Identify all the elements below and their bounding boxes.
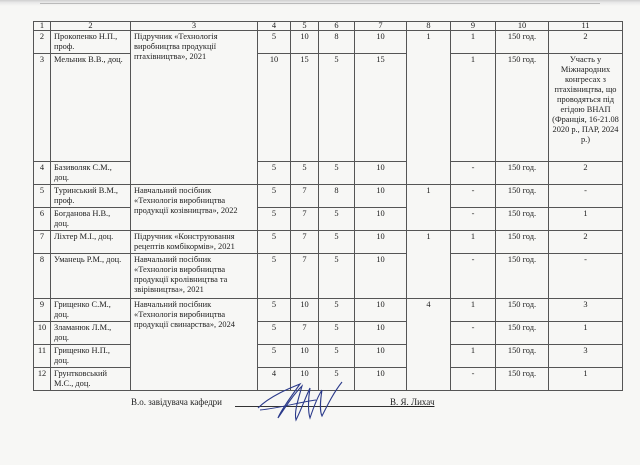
handwritten-signature-icon bbox=[250, 378, 350, 433]
header-cell: 4 bbox=[258, 22, 291, 31]
publication: Підручник «Технологія виробництва продукції птахівництва», 2021 bbox=[131, 31, 258, 185]
header-cell: 11 bbox=[549, 22, 623, 31]
row-number: 10 bbox=[34, 322, 51, 345]
cell-c4: 5 bbox=[258, 345, 291, 368]
staff-name: Мельник В.В., доц. bbox=[51, 54, 131, 162]
cell-c4: 5 bbox=[258, 185, 291, 208]
table-row bbox=[34, 299, 623, 322]
cell-c4: 5 bbox=[258, 208, 291, 231]
cell-c11: 1 bbox=[549, 368, 623, 391]
cell-c11: 2 bbox=[549, 31, 623, 54]
cell-c9: 1 bbox=[451, 299, 496, 322]
table-row bbox=[34, 162, 623, 185]
cell-c7: 10 bbox=[355, 345, 407, 368]
cell-c9: - bbox=[451, 254, 496, 299]
cell-c6: 5 bbox=[319, 254, 355, 299]
cell-c6: 5 bbox=[319, 208, 355, 231]
row-number: 3 bbox=[34, 54, 51, 162]
cell-c7: 10 bbox=[355, 231, 407, 254]
cell-c11: 3 bbox=[549, 345, 623, 368]
signatory-position: В.о. завідувача кафедри bbox=[131, 397, 223, 407]
cell-c9: - bbox=[451, 322, 496, 345]
header-cell: 3 bbox=[131, 22, 258, 31]
cell-c10: 150 год. bbox=[496, 54, 549, 162]
staff-name: Грищенко Н.П., доц. bbox=[51, 345, 131, 368]
cell-c6: 5 bbox=[319, 299, 355, 322]
cell-c5: 7 bbox=[291, 254, 319, 299]
cell-c6: 5 bbox=[319, 368, 355, 391]
cell-c4: 4 bbox=[258, 368, 291, 391]
cell-c4: 10 bbox=[258, 54, 291, 162]
cell-c5: 7 bbox=[291, 322, 319, 345]
cell-c8: 1 bbox=[407, 31, 451, 185]
cell-c4: 5 bbox=[258, 254, 291, 299]
cell-c11: 3 bbox=[549, 299, 623, 322]
header-cell: 7 bbox=[355, 22, 407, 31]
publication: Навчальний посібник «Технологія виробництва продукції кролівництва та звірівництва», 2021 bbox=[131, 254, 258, 299]
cell-c11: - bbox=[549, 185, 623, 208]
cell-c9: - bbox=[451, 185, 496, 208]
cell-c9: - bbox=[451, 162, 496, 185]
cell-c10: 150 год. bbox=[496, 31, 549, 54]
header-cell: 9 bbox=[451, 22, 496, 31]
header-cell: 1 bbox=[34, 22, 51, 31]
table-row bbox=[34, 254, 623, 299]
cell-c5: 7 bbox=[291, 185, 319, 208]
cell-c11: Участь у Міжнародних конгресах з птахівництва, що проводяться під егідою ВНАП (Франція, 16-21.08 2020 р., ПАР, 2024 р.) bbox=[549, 54, 623, 162]
cell-c7: 10 bbox=[355, 254, 407, 299]
table-row bbox=[34, 345, 623, 368]
cell-c6: 5 bbox=[319, 162, 355, 185]
cell-c10: 150 год. bbox=[496, 208, 549, 231]
cell-c10: 150 год. bbox=[496, 345, 549, 368]
cell-c8: 1 bbox=[407, 185, 451, 231]
cell-c5: 10 bbox=[291, 299, 319, 322]
cell-c7: 10 bbox=[355, 185, 407, 208]
header-cell: 8 bbox=[407, 22, 451, 31]
cell-c8: 4 bbox=[407, 299, 451, 391]
cell-c8: 1 bbox=[407, 231, 451, 299]
cell-c7: 10 bbox=[355, 208, 407, 231]
cell-c5: 10 bbox=[291, 345, 319, 368]
publication: Навчальний посібник «Технологія виробництва продукції свинарства», 2024 bbox=[131, 299, 258, 391]
staff-name: Грунтковський М.С., доц. bbox=[51, 368, 131, 391]
table-row bbox=[34, 31, 623, 54]
header-cell: 10 bbox=[496, 22, 549, 31]
cell-c6: 5 bbox=[319, 54, 355, 162]
cell-c6: 8 bbox=[319, 31, 355, 54]
row-number: 4 bbox=[34, 162, 51, 185]
cell-c4: 5 bbox=[258, 162, 291, 185]
cell-c11: 2 bbox=[549, 162, 623, 185]
cell-c10: 150 год. bbox=[496, 162, 549, 185]
table-row bbox=[34, 208, 623, 231]
cell-c10: 150 год. bbox=[496, 368, 549, 391]
row-number: 5 bbox=[34, 185, 51, 208]
staff-name: Грищенко С.М., доц. bbox=[51, 299, 131, 322]
staff-name: Базиволяк С.М., доц. bbox=[51, 162, 131, 185]
row-number: 6 bbox=[34, 208, 51, 231]
row-number: 12 bbox=[34, 368, 51, 391]
staff-name: Зламанюк Л.М., доц. bbox=[51, 322, 131, 345]
row-number: 9 bbox=[34, 299, 51, 322]
cell-c7: 15 bbox=[355, 54, 407, 162]
row-number: 7 bbox=[34, 231, 51, 254]
cell-c9: - bbox=[451, 208, 496, 231]
scan-edge-line bbox=[40, 3, 600, 4]
cell-c7: 10 bbox=[355, 31, 407, 54]
staff-name: Туринський В.М., проф. bbox=[51, 185, 131, 208]
header-cell: 5 bbox=[291, 22, 319, 31]
cell-c5: 7 bbox=[291, 208, 319, 231]
cell-c7: 10 bbox=[355, 322, 407, 345]
row-number: 2 bbox=[34, 31, 51, 54]
cell-c11: 1 bbox=[549, 208, 623, 231]
cell-c11: - bbox=[549, 254, 623, 299]
cell-c7: 10 bbox=[355, 299, 407, 322]
cell-c11: 1 bbox=[549, 322, 623, 345]
row-number: 11 bbox=[34, 345, 51, 368]
cell-c10: 150 год. bbox=[496, 299, 549, 322]
row-number: 8 bbox=[34, 254, 51, 299]
cell-c6: 5 bbox=[319, 345, 355, 368]
staff-table bbox=[33, 21, 623, 391]
cell-c6: 8 bbox=[319, 185, 355, 208]
publication: Навчальний посібник «Технологія виробництва продукції козівництва», 2022 bbox=[131, 185, 258, 231]
cell-c9: 1 bbox=[451, 345, 496, 368]
header-row bbox=[34, 22, 623, 31]
signatory-name: В. Я. Лихач bbox=[390, 397, 435, 407]
cell-c4: 5 bbox=[258, 31, 291, 54]
staff-name: Богданова Н.В., доц. bbox=[51, 208, 131, 231]
cell-c7: 10 bbox=[355, 162, 407, 185]
cell-c9: - bbox=[451, 368, 496, 391]
cell-c10: 150 год. bbox=[496, 254, 549, 299]
header-cell: 2 bbox=[51, 22, 131, 31]
cell-c9: 1 bbox=[451, 54, 496, 162]
cell-c10: 150 год. bbox=[496, 231, 549, 254]
cell-c5: 7 bbox=[291, 231, 319, 254]
cell-c9: 1 bbox=[451, 31, 496, 54]
header-cell: 6 bbox=[319, 22, 355, 31]
cell-c6: 5 bbox=[319, 231, 355, 254]
cell-c5: 5 bbox=[291, 162, 319, 185]
cell-c5: 15 bbox=[291, 54, 319, 162]
staff-name: Прокопенко Н.П., проф. bbox=[51, 31, 131, 54]
cell-c4: 5 bbox=[258, 231, 291, 254]
table-row bbox=[34, 322, 623, 345]
table-row bbox=[34, 231, 623, 254]
cell-c5: 10 bbox=[291, 31, 319, 54]
cell-c4: 5 bbox=[258, 322, 291, 345]
cell-c9: 1 bbox=[451, 231, 496, 254]
table-row bbox=[34, 54, 623, 162]
cell-c11: 2 bbox=[549, 231, 623, 254]
publication: Підручник «Конструювання рецептів комбікормів», 2021 bbox=[131, 231, 258, 254]
cell-c5: 10 bbox=[291, 368, 319, 391]
cell-c7: 10 bbox=[355, 368, 407, 391]
cell-c10: 150 год. bbox=[496, 322, 549, 345]
cell-c10: 150 год. bbox=[496, 185, 549, 208]
staff-name: Ліхтер М.І., доц. bbox=[51, 231, 131, 254]
staff-name: Уманець Р.М., доц. bbox=[51, 254, 131, 299]
cell-c4: 5 bbox=[258, 299, 291, 322]
table-row bbox=[34, 185, 623, 208]
cell-c6: 5 bbox=[319, 322, 355, 345]
